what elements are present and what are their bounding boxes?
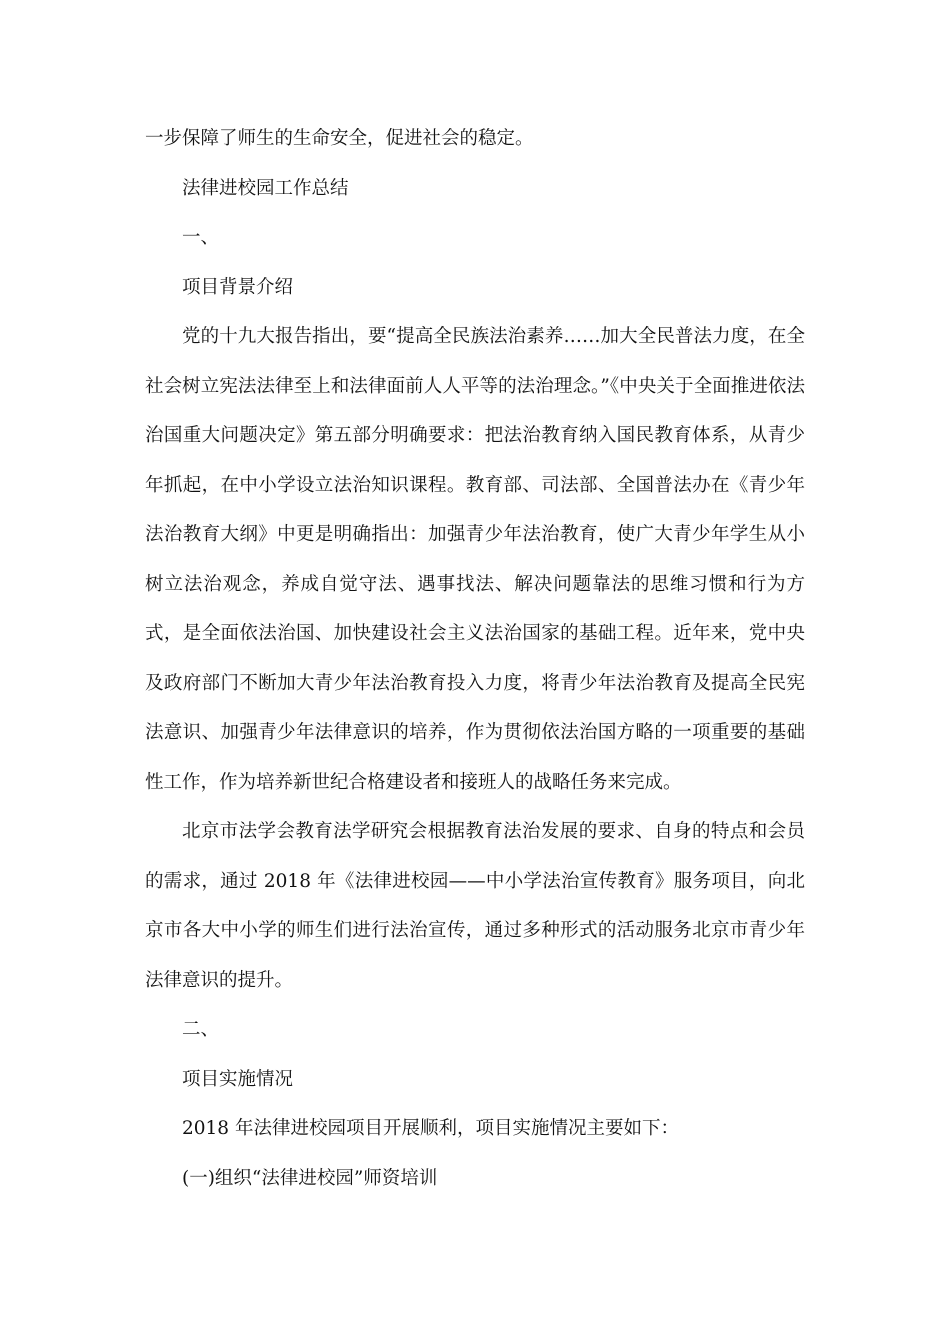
subsection-heading-training: (一)组织“法律进校园”师资培训 bbox=[182, 1167, 438, 1189]
paragraph-continuation: 一步保障了师生的生命安全，促进社会的稳定。 bbox=[145, 128, 534, 149]
section-number-2: 二、 bbox=[182, 1019, 220, 1040]
document-page bbox=[145, 114, 805, 1203]
paragraph-implementation-intro: 2018 年法律进校园项目开展顺利，项目实施情况主要如下： bbox=[182, 1118, 679, 1139]
section-heading-background: 项目背景介绍 bbox=[182, 276, 294, 298]
section-number-1: 一、 bbox=[182, 227, 220, 248]
section-heading-implementation: 项目实施情况 bbox=[182, 1068, 294, 1090]
paragraph-background-body: 党的十九大报告指出，要“提高全民族法治素养……加大全民普法力度，在全社会树立宪法法律至上和法律面前人人平等的法治理念。”《中央关于全面推进依法治国重大问题决定》第五部分明确要求：把法治教育纳入国民教育体系，从青少年抓起，在中小学设立法治知识课程。教育部、司法部、全国普法办在《青少年法治教育大纲》中更是明确指出：加强青少年法治教育，使广大青少年学生从小树立法治观念，养成自觉守法、遇事找法、解决问题靠法的思维习惯和行为方式，是全面依法治国、加快建设社会主义法治国家的基础工程。近年来，党中央及政府部门不断加大青少年法治教育投入力度，将青少年法治教育及提高全民宪法意识、加强青少年法律意识的培养，作为贯彻依法治国方略的一项重要的基础性工作，作为培养新世纪合格建设者和接班人的战略任务来完成。 bbox=[145, 326, 805, 793]
section-title: 法律进校园工作总结 bbox=[182, 177, 349, 199]
paragraph-association-body: 北京市法学会教育法学研究会根据教育法治发展的要求、自身的特点和会员的需求，通过 2018 年《法律进校园——中小学法治宣传教育》服务项目，向北京市各大中小学的师生们进行法治宣传，通过多种形式的活动服务北京市青少年法律意识的提升。 bbox=[145, 821, 805, 991]
